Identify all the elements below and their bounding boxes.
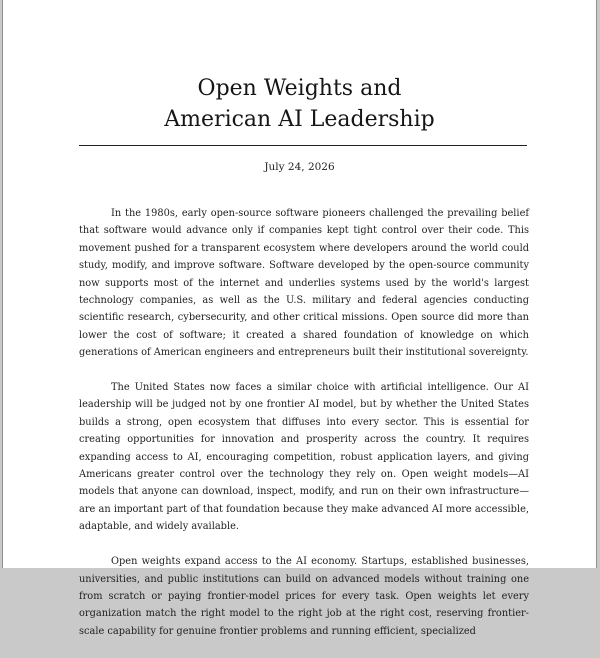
document-title-line-1: Open Weights and xyxy=(197,76,402,101)
document-title-line-2: American AI Leadership xyxy=(164,107,435,132)
body-paragraph-3: Open weights expand access to the AI economy. Startups, established businesses, universities, and public institutions can build on advanced models without training one from scratch or paying frontier-model prices for every task. Open weights let every organization match the right model to the right job at the right cost, reserving frontier-scale capability for genuine frontier problems and running efficient, specialized xyxy=(79,556,529,637)
document-date: July 24, 2026 xyxy=(264,161,335,173)
body-paragraph-2: The United States now faces a similar choice with artificial intelligence. Our AI leadership will be judged not by one frontier AI model, but by whether the United States builds a strong, open ecosystem that diffuses into every sector. This is essential for creating opportunities for innovation and prosperity across the country. It requires expanding access to AI, encouraging competition, robust application layers, and giving Americans greater control over the technology they rely on. Open weight models—AI models that anyone can download, inspect, modify, and run on their own infrastructure—are an important part of that foundation because they make advanced AI more accessible, adaptable, and widely available. xyxy=(79,382,529,533)
title-divider xyxy=(79,145,527,146)
body-paragraph-1: In the 1980s, early open-source software pioneers challenged the prevailing belief that software would advance only if companies kept tight control over their code. This movement pushed for a transparent ecosystem where developers around the world could study, modify, and improve software. Software developed by the open-source community now supports most of the internet and underlies systems used by the world's largest technology companies, as well as the U.S. military and federal agencies conducting scientific research, cybersecurity, and other critical missions. Open source did more than lower the cost of software; it created a shared foundation of knowledge on which generations of American engineers and entrepreneurs built their institutional sovereignty. xyxy=(79,208,529,359)
document-body xyxy=(79,205,529,658)
document-page xyxy=(2,0,597,637)
